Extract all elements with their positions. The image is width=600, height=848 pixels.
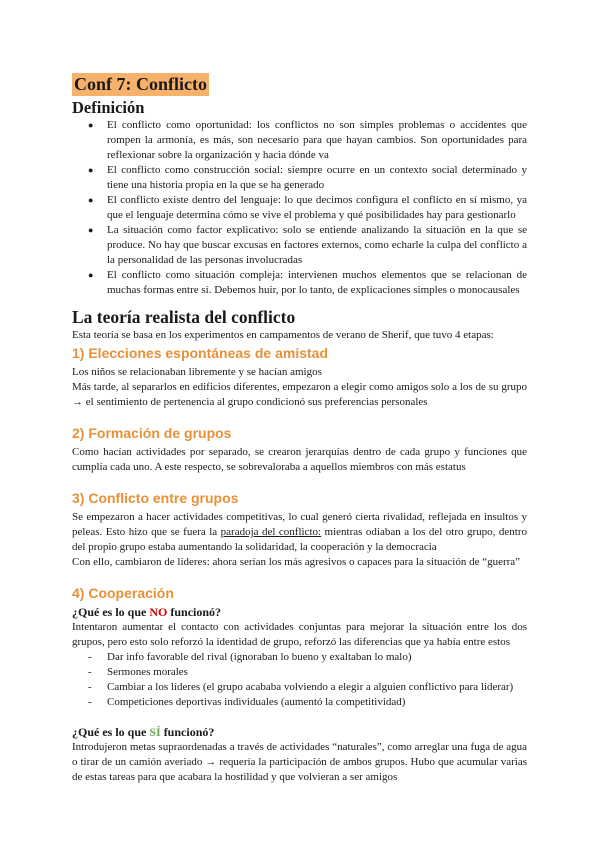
theory-section [72, 306, 527, 785]
list-item: ● El conflicto como situación compleja: intervienen muchos elementos que se relacionan de muchas formas entre sí. Debemos huir, por lo tanto, de explicaciones simples o monocausales [88, 269, 527, 296]
what-failed-text: Intentaron aumentar el contacto con actividades conjuntas para mejorar la situación entre los dos grupos, pero esto solo reforzó la identidad de grupo, reforzó las diferencias que ya había entre estos [72, 621, 527, 648]
bullet-icon: ● [88, 120, 94, 130]
bullet-icon: ● [88, 195, 94, 205]
list-item: - Dar info favorable del rival (ignoraban lo bueno y exaltaban lo malo) [88, 651, 412, 663]
stage-3-text-1: Se empezaron a hacer actividades competitivas, lo cual generó cierta rivalidad, reflejada en insultos y peleas. Esto hizo que se fuera la paradoja del conflicto: mientras odiaban a los del otro grupo, dentro del propio grupo estaba aumentando la solidaridad, la cooperación y la democracia [72, 511, 527, 553]
list-item: - Sermones morales [88, 666, 188, 678]
list-item: - Cambiar a los líderes (el grupo acababa volviendo a elegir a alguien conflictivo para liderar) [88, 681, 514, 693]
bullet-icon: ● [88, 165, 94, 175]
dash-marker: - [88, 696, 92, 708]
theory-heading: La teoría realista del conflicto [72, 307, 296, 327]
bullet-icon: ● [88, 270, 94, 280]
stage-2-heading: 2) Formación de grupos [72, 425, 232, 441]
stage-4-heading: 4) Cooperación [72, 585, 174, 601]
stage-1-heading: 1) Elecciones espontáneas de amistad [72, 345, 328, 361]
list-item: ● La situación como factor explicativo: solo se entiende analizando la situación en la que se produce. No hay que buscar excusas en factores externos, como echarle la culpa del conflicto a la personalidad de las personas involucradas [88, 224, 527, 266]
stage-3-heading: 3) Conflicto entre grupos [72, 490, 239, 506]
dash-marker: - [88, 681, 92, 693]
list-item: ● El conflicto existe dentro del lenguaje: lo que decimos configura el conflicto en sí mismo, ya que el lenguaje determina cómo se vive el problema y qué posibilidades hay para gestionarlo [88, 194, 527, 221]
definition-list [72, 118, 527, 298]
list-item: ● El conflicto como oportunidad: los conflictos no son simples problemas o accidentes que rompen la armonía, es más, son necesario para que hayan cambios. Son oportunidades para reflexionar sobre la organización y hacia dónde va [88, 119, 527, 161]
definition-heading: Definición [72, 98, 145, 117]
stage-1-text-1: Los niños se relacionaban libremente y se hacían amigos [72, 366, 322, 378]
stage-3-text-2: Con ello, cambiaron de líderes: ahora serían los más agresivos o capaces para la situación de “guerra” [72, 556, 521, 568]
stage-1-text-2: Más tarde, al separarlos en edificios diferentes, empezaron a elegir como amigos solo a los de su grupo → el sentimiento de pertenencia al grupo condicionó sus preferencias personales [72, 381, 527, 408]
what-failed-heading: ¿Qué es lo que NO funcionó? [72, 605, 222, 619]
what-worked-heading: ¿Qué es lo que SÍ funcionó? [72, 725, 215, 739]
dash-marker: - [88, 651, 92, 663]
failed-list [72, 650, 527, 710]
theory-intro: Esta teoría se basa en los experimentos en campamentos de verano de Sherif, que tuvo 4 etapas: [72, 329, 494, 341]
what-worked-text: Introdujeron metas supraordenadas a través de actividades “naturales”, como arreglar una fuga de agua o tirar de un camión averiado → requería la participación de ambos grupos. Hubo que acumular varias de estas tareas para que acabara la hostilidad y que volvieran a ser amigos [72, 741, 527, 783]
list-item: ● El conflicto como construcción social: siempre ocurre en un contexto social determinado y tiene una historia propia en la que se ha generado [88, 164, 527, 191]
dash-marker: - [88, 666, 92, 678]
paradox-term: paradoja del conflicto: [220, 526, 322, 538]
bullet-icon: ● [88, 225, 94, 235]
page-title: Conf 7: Conflicto [74, 74, 207, 94]
list-item: - Competiciones deportivas individuales (aumentó la competitividad) [88, 696, 406, 708]
stage-2-text: Como hacían actividades por separado, se crearon jerarquías dentro de cada grupo y funciones que cumplía cada uno. A este respecto, se sobrevaloraba a aquellos miembros con más estatus [72, 446, 527, 473]
definition-section [72, 98, 527, 298]
